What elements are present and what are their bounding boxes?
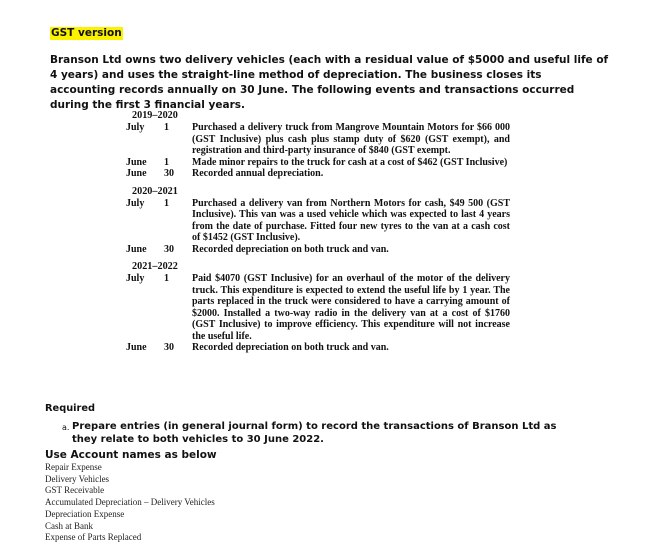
account-name: Delivery Vehicles [45, 473, 110, 484]
required-heading: Required [45, 403, 96, 414]
account-names-title: Use Account names as below [45, 449, 217, 461]
event-month: July [126, 122, 145, 133]
event-day: 30 [164, 342, 174, 353]
event-day: 1 [164, 197, 169, 209]
year-heading: 2020–2021 [132, 185, 178, 197]
event-description: Recorded depreciation on both truck and van. [192, 342, 389, 353]
event-month: July [126, 197, 145, 209]
event-description: Paid $4070 (GST Inclusive) for an overhaul of the motor of the delivery truck. This expenditure is expected to extend the useful life by 1 year. The parts replaced in the truck were considered to have a carrying amount of $2000. Installed a two-way radio in the delivery van at a cost of $1760 (GST Inclusive) to improve efficiency. This expenditure will not increase the useful life. [192, 273, 510, 342]
event-day: 1 [164, 273, 169, 284]
event-row [120, 157, 520, 169]
required-task [62, 420, 562, 446]
task-text: Prepare entries (in general journal form) to record the transactions of Branson Ltd as they relate to both vehicles to 30 June 2022. [72, 421, 557, 445]
account-name: Cash at Bank [45, 520, 93, 531]
gst-version-label: GST version [51, 27, 122, 39]
event-row [120, 273, 520, 342]
account-name: Expense of Parts Replaced [45, 532, 142, 543]
event-description: Purchased a delivery truck from Mangrove Mountain Motors for $66 000 (GST Inclusive) plus cash plus stamp duty of $620 (GST exempt), and registration and third-party insurance of $840 (GST exempt. [192, 122, 510, 156]
event-description: Made minor repairs to the truck for cash at a cost of $462 (GST Inclusive) [192, 156, 508, 168]
event-month: July [126, 273, 145, 284]
event-row [120, 168, 520, 180]
event-description: Recorded depreciation on both truck and van. [192, 243, 389, 255]
event-month: June [126, 342, 147, 353]
event-day: 1 [164, 122, 169, 133]
event-month: June [126, 168, 147, 179]
intro-paragraph: Branson Ltd owns two delivery vehicles (each with a residual value of $5000 and useful life of 4 years) and uses the straight-line method of depreciation. The business closes its accounting records annually on 30 June. The following events and transactions occurred during the first 3 financial years. [50, 54, 609, 111]
event-month: June [126, 156, 147, 168]
year-block [120, 261, 520, 354]
event-row [120, 342, 520, 354]
task-marker: a. [62, 423, 70, 432]
year-heading: 2021–2022 [132, 261, 178, 272]
event-row [120, 122, 520, 157]
account-name: GST Receivable [45, 485, 105, 496]
year-block [120, 186, 520, 256]
event-day: 30 [164, 243, 174, 255]
event-row [120, 198, 520, 244]
event-row [120, 244, 520, 256]
event-day: 30 [164, 168, 174, 179]
event-day: 1 [164, 156, 169, 168]
year-heading: 2019–2020 [132, 110, 178, 121]
events-table [120, 110, 520, 360]
year-block [120, 110, 520, 180]
account-name: Repair Expense [45, 462, 102, 472]
event-description: Purchased a delivery van from Northern Motors for cash, $49 500 (GST Inclusive). This van was a used vehicle which was expected to last 4 years from the date of purchase. Fitted four new tyres to the van at a cash cost of $1452 (GST Inclusive). [192, 197, 510, 243]
account-name: Accumulated Depreciation – Delivery Vehicles [45, 497, 215, 508]
account-names-list [45, 462, 215, 544]
account-name: Depreciation Expense [45, 508, 125, 519]
event-month: June [126, 243, 147, 255]
event-description: Recorded annual depreciation. [192, 168, 324, 179]
